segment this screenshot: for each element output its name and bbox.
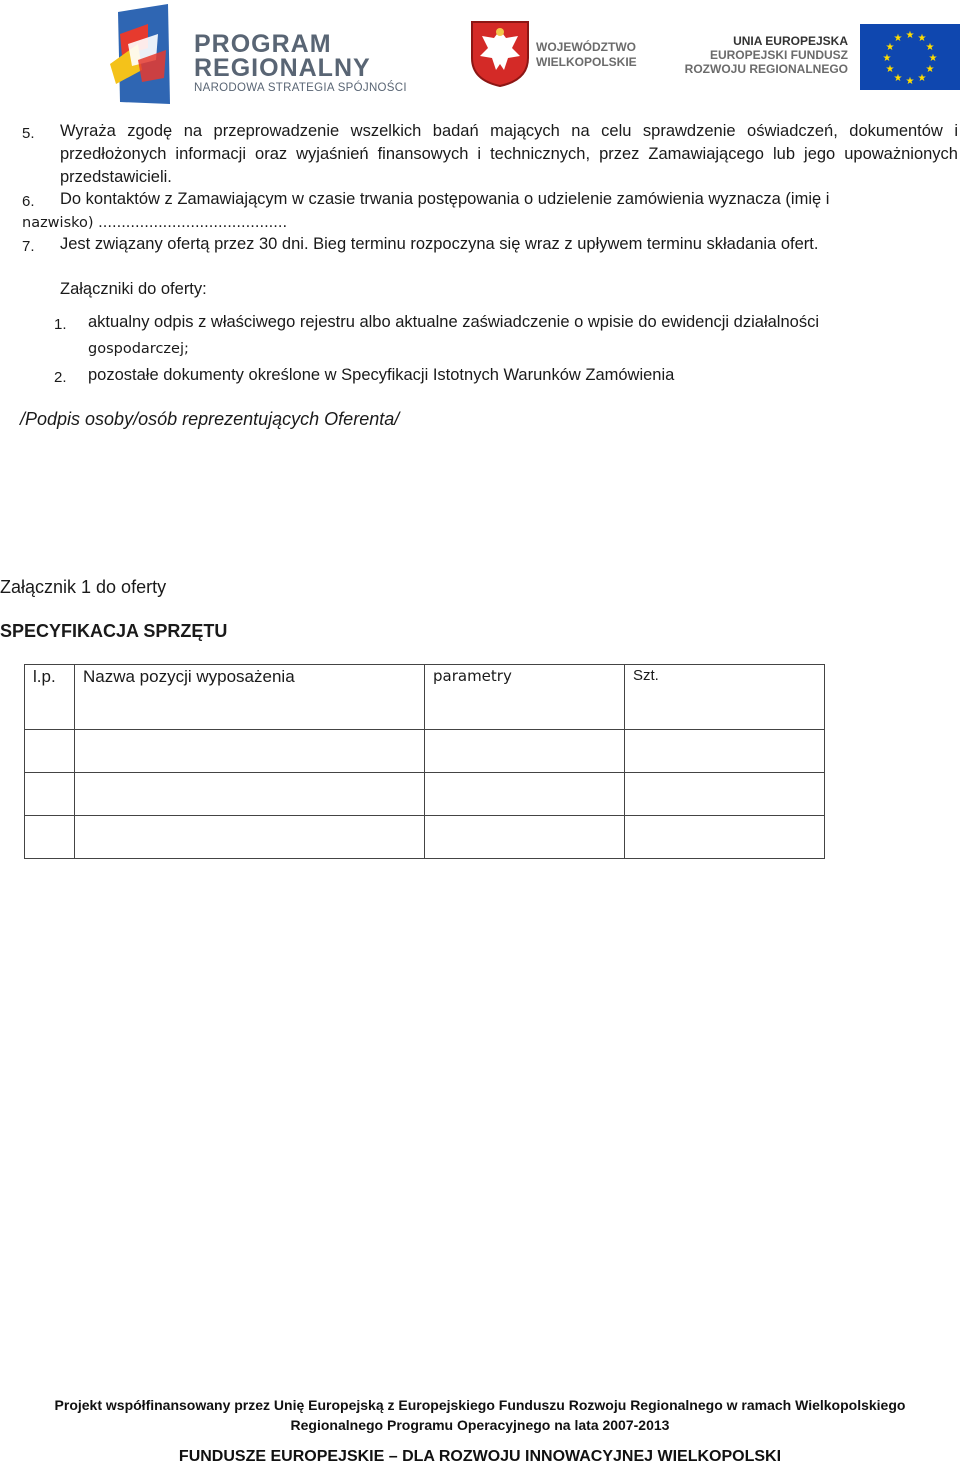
eu-fund-logo: [684, 22, 960, 88]
table-cell[interactable]: [625, 730, 825, 773]
item-7-text: Jest związany ofertą przez 30 dni. Bieg terminu rozpoczyna się wraz z upływem terminu składania ofert.: [60, 235, 819, 253]
column-header-quantity: Szt.: [625, 665, 825, 730]
table-cell[interactable]: [75, 730, 425, 773]
svg-text:★: ★: [905, 76, 915, 87]
table-cell[interactable]: [425, 773, 625, 816]
signature-line: /Podpis osoby/osób reprezentujących Oferenta/: [20, 409, 400, 429]
table-cell[interactable]: [425, 730, 625, 773]
attachment-1-text-cont: gospodarczej;: [88, 341, 189, 357]
table-row: [25, 773, 825, 816]
svg-text:★: ★: [893, 33, 903, 44]
program-logo-line3: NARODOWA STRATEGIA SPÓJNOŚCI: [194, 82, 407, 94]
attachment-2-text: pozostałe dokumenty określone w Specyfikacji Istotnych Warunków Zamówienia: [88, 366, 675, 384]
footer-cofinancing-line2: Regionalnego Programu Operacyjnego na lata 2007-2013: [290, 1417, 670, 1433]
program-regionalny-emblem-icon: [108, 4, 172, 104]
svg-text:★: ★: [905, 30, 915, 41]
item-6-number: 6.: [22, 193, 35, 210]
eu-logo-line3: ROZWOJU REGIONALNEGO: [684, 62, 848, 76]
attachment-1-number: 1.: [54, 316, 67, 333]
table-cell[interactable]: [25, 773, 75, 816]
table-cell[interactable]: [75, 773, 425, 816]
table-cell[interactable]: [25, 730, 75, 773]
footer-cofinancing-line1: Projekt współfinansowany przez Unię Europejską z Europejskiego Funduszu Rozwoju Regionalnego w ramach Wielkopolskiego: [54, 1397, 906, 1413]
program-regionalny-logo: [108, 4, 418, 104]
svg-text:★: ★: [925, 64, 935, 75]
table-row: [25, 730, 825, 773]
svg-text:★: ★: [917, 73, 927, 84]
table-row: [25, 816, 825, 859]
svg-text:★: ★: [893, 73, 903, 84]
eu-flag-icon: [860, 24, 960, 90]
annex-title: Załącznik 1 do oferty: [0, 577, 167, 597]
wojewodztwo-wielkopolskie-logo: [470, 18, 650, 90]
eagle-crest-icon: [470, 18, 530, 88]
table-cell[interactable]: [425, 816, 625, 859]
annex-heading: SPECYFIKACJA SPRZĘTU: [0, 621, 228, 641]
svg-text:★: ★: [925, 42, 935, 53]
table-cell[interactable]: [625, 773, 825, 816]
svg-text:★: ★: [917, 33, 927, 44]
region-logo-line1: WOJEWÓDZTWO: [536, 40, 636, 54]
page-header: [0, 0, 960, 110]
svg-text:★: ★: [885, 42, 895, 53]
eu-logo-line1: UNIA EUROPEJSKA: [733, 34, 848, 48]
table-cell[interactable]: [25, 816, 75, 859]
item-6-text: Do kontaktów z Zamawiającym w czasie trwania postępowania o udzielenie zamówienia wyznacza (imię i: [60, 190, 830, 208]
attachment-1-text: aktualny odpis z właściwego rejestru albo aktualne zaświadczenie o wpisie do ewidencji działalności: [88, 313, 819, 331]
column-header-lp: l.p.: [25, 665, 75, 730]
footer-slogan: FUNDUSZE EUROPEJSKIE – DLA ROZWOJU INNOWACYJNEJ WIELKOPOLSKI: [178, 1448, 782, 1465]
svg-text:★: ★: [882, 53, 892, 64]
eu-logo-line2: EUROPEJSKI FUNDUSZ: [709, 48, 848, 62]
attachments-title: Załączniki do oferty:: [60, 280, 207, 298]
item-5-text: Wyraża zgodę na przeprowadzenie wszelkich badań mających na celu sprawdzenie oświadczeń, dokumentów i przedłożonych informacji oraz wyjaśnień finansowych i technicznych, przez Zamawiającego lub jego upoważnionych przedstawicieli.: [60, 122, 958, 186]
table-cell[interactable]: [625, 816, 825, 859]
item-6-text-cont: nazwisko) .........................................: [22, 215, 288, 231]
column-header-name: Nazwa pozycji wyposażenia: [75, 665, 425, 730]
svg-text:★: ★: [928, 53, 938, 64]
column-header-parameters: parametry: [425, 665, 625, 730]
table-cell[interactable]: [75, 816, 425, 859]
item-5-number: 5.: [22, 125, 35, 142]
equipment-spec-table: [24, 664, 825, 859]
table-header-row: [25, 665, 825, 730]
program-logo-line1: PROGRAM: [194, 30, 332, 58]
item-7-number: 7.: [22, 238, 35, 255]
program-logo-line2: REGIONALNY: [194, 54, 371, 82]
attachment-2-number: 2.: [54, 369, 67, 386]
region-logo-line2: WIELKOPOLSKIE: [536, 55, 637, 69]
svg-text:★: ★: [885, 64, 895, 75]
